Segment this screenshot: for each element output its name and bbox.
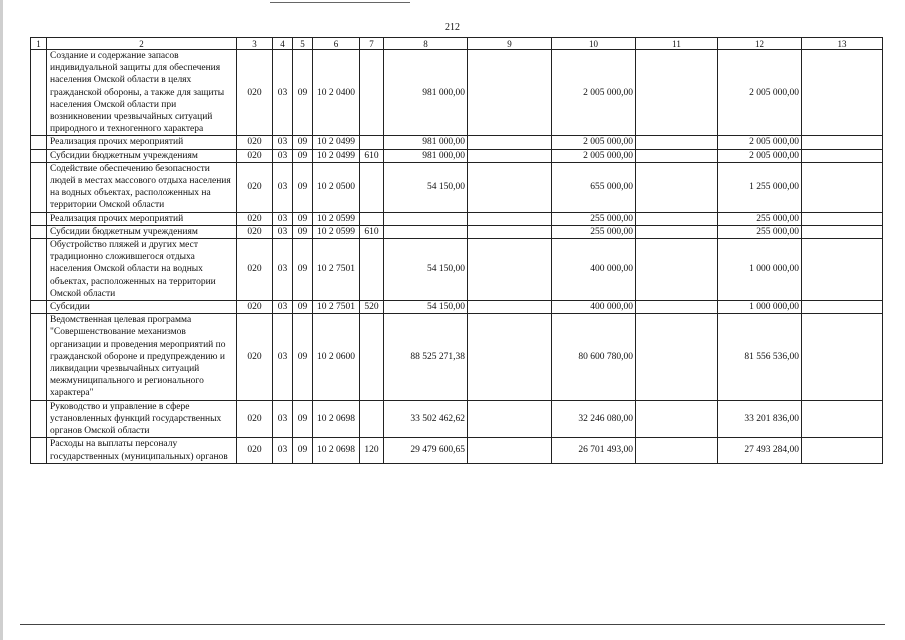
amount-cell: 255 000,00 xyxy=(552,225,636,238)
target-article-cell: 10 2 0599 xyxy=(313,225,360,238)
col-header: 8 xyxy=(384,38,468,50)
section-code-cell: 020 xyxy=(237,162,273,212)
amount-cell: 2 005 000,00 xyxy=(552,136,636,149)
chapter-code-cell: 09 xyxy=(293,50,313,136)
row-number-cell xyxy=(31,239,47,301)
target-article-cell: 10 2 0599 xyxy=(313,212,360,225)
page-number: 212 xyxy=(445,22,460,33)
col-header: 9 xyxy=(468,38,552,50)
amount-cell xyxy=(802,301,883,314)
section-code-cell: 020 xyxy=(237,50,273,136)
amount-cell: 655 000,00 xyxy=(552,162,636,212)
amount-cell: 2 005 000,00 xyxy=(552,50,636,136)
col-header: 3 xyxy=(237,38,273,50)
col-header: 11 xyxy=(636,38,718,50)
target-article-cell: 10 2 0698 xyxy=(313,438,360,463)
item-name-cell: Субсидии xyxy=(47,301,237,314)
target-article-cell: 10 2 0500 xyxy=(313,162,360,212)
target-article-cell: 10 2 0698 xyxy=(313,400,360,438)
item-name-cell: Ведомственная целевая программа "Совершенствование механизмов организации и проведения мероприятий по гражданской обороне и предупреждению и ликвидации чрезвычайных ситуаций межмуниципального и регионального характера" xyxy=(47,314,237,400)
col-header: 7 xyxy=(360,38,384,50)
top-rule xyxy=(270,2,410,3)
amount-cell xyxy=(802,50,883,136)
col-header: 1 xyxy=(31,38,47,50)
target-article-cell: 10 2 0400 xyxy=(313,50,360,136)
table-row xyxy=(31,438,883,463)
amount-cell xyxy=(802,438,883,463)
expense-type-cell: 610 xyxy=(360,149,384,162)
amount-cell xyxy=(802,149,883,162)
bottom-rule xyxy=(20,624,885,625)
subsection-code-cell: 03 xyxy=(273,149,293,162)
col-header: 12 xyxy=(718,38,802,50)
row-number-cell xyxy=(31,438,47,463)
amount-cell: 2 005 000,00 xyxy=(718,136,802,149)
chapter-code-cell: 09 xyxy=(293,314,313,400)
item-name-cell: Субсидии бюджетным учреждениям xyxy=(47,149,237,162)
chapter-code-cell: 09 xyxy=(293,149,313,162)
amount-cell: 54 150,00 xyxy=(384,162,468,212)
row-number-cell xyxy=(31,301,47,314)
section-code-cell: 020 xyxy=(237,225,273,238)
amount-cell xyxy=(802,239,883,301)
amount-cell: 1 000 000,00 xyxy=(718,239,802,301)
amount-cell xyxy=(468,50,552,136)
amount-cell: 981 000,00 xyxy=(384,50,468,136)
target-article-cell: 10 2 7501 xyxy=(313,239,360,301)
amount-cell: 32 246 080,00 xyxy=(552,400,636,438)
subsection-code-cell: 03 xyxy=(273,50,293,136)
amount-cell xyxy=(636,438,718,463)
item-name-cell: Руководство и управление в сфере установленных функций государственных органов Омской области xyxy=(47,400,237,438)
amount-cell xyxy=(468,225,552,238)
target-article-cell: 10 2 0499 xyxy=(313,149,360,162)
amount-cell: 400 000,00 xyxy=(552,301,636,314)
amount-cell xyxy=(468,314,552,400)
amount-cell: 27 493 284,00 xyxy=(718,438,802,463)
table-row xyxy=(31,225,883,238)
amount-cell: 80 600 780,00 xyxy=(552,314,636,400)
amount-cell: 255 000,00 xyxy=(552,212,636,225)
table-row xyxy=(31,136,883,149)
budget-table xyxy=(30,37,883,464)
chapter-code-cell: 09 xyxy=(293,400,313,438)
row-number-cell xyxy=(31,314,47,400)
table-row xyxy=(31,314,883,400)
chapter-code-cell: 09 xyxy=(293,239,313,301)
amount-cell xyxy=(636,314,718,400)
amount-cell xyxy=(636,239,718,301)
row-number-cell xyxy=(31,50,47,136)
table-row xyxy=(31,50,883,136)
amount-cell: 1 255 000,00 xyxy=(718,162,802,212)
row-number-cell xyxy=(31,149,47,162)
expense-type-cell xyxy=(360,50,384,136)
column-number-row xyxy=(31,38,883,50)
item-name-cell: Расходы на выплаты персоналу государственных (муниципальных) органов xyxy=(47,438,237,463)
expense-type-cell xyxy=(360,162,384,212)
item-name-cell: Обустройство пляжей и других мест традиционно сложившегося отдыха населения Омской области на водных объектах, расположенных на территории Омской области xyxy=(47,239,237,301)
target-article-cell: 10 2 7501 xyxy=(313,301,360,314)
amount-cell: 26 701 493,00 xyxy=(552,438,636,463)
expense-type-cell xyxy=(360,314,384,400)
amount-cell xyxy=(636,149,718,162)
target-article-cell: 10 2 0499 xyxy=(313,136,360,149)
expense-type-cell: 610 xyxy=(360,225,384,238)
table-row xyxy=(31,212,883,225)
amount-cell xyxy=(384,212,468,225)
col-header: 10 xyxy=(552,38,636,50)
amount-cell xyxy=(468,239,552,301)
row-number-cell xyxy=(31,162,47,212)
amount-cell: 81 556 536,00 xyxy=(718,314,802,400)
col-header: 4 xyxy=(273,38,293,50)
expense-type-cell xyxy=(360,212,384,225)
amount-cell: 1 000 000,00 xyxy=(718,301,802,314)
subsection-code-cell: 03 xyxy=(273,162,293,212)
amount-cell xyxy=(636,136,718,149)
section-code-cell: 020 xyxy=(237,438,273,463)
target-article-cell: 10 2 0600 xyxy=(313,314,360,400)
amount-cell: 255 000,00 xyxy=(718,225,802,238)
row-number-cell xyxy=(31,136,47,149)
amount-cell: 54 150,00 xyxy=(384,239,468,301)
amount-cell: 88 525 271,38 xyxy=(384,314,468,400)
amount-cell: 33 502 462,62 xyxy=(384,400,468,438)
amount-cell xyxy=(636,400,718,438)
chapter-code-cell: 09 xyxy=(293,212,313,225)
section-code-cell: 020 xyxy=(237,149,273,162)
amount-cell xyxy=(384,225,468,238)
amount-cell xyxy=(468,162,552,212)
amount-cell: 2 005 000,00 xyxy=(552,149,636,162)
col-header: 6 xyxy=(313,38,360,50)
section-code-cell: 020 xyxy=(237,212,273,225)
subsection-code-cell: 03 xyxy=(273,301,293,314)
amount-cell xyxy=(636,162,718,212)
amount-cell: 2 005 000,00 xyxy=(718,149,802,162)
table-row xyxy=(31,239,883,301)
subsection-code-cell: 03 xyxy=(273,225,293,238)
section-code-cell: 020 xyxy=(237,400,273,438)
section-code-cell: 020 xyxy=(237,314,273,400)
col-header: 2 xyxy=(47,38,237,50)
amount-cell xyxy=(802,162,883,212)
amount-cell: 29 479 600,65 xyxy=(384,438,468,463)
subsection-code-cell: 03 xyxy=(273,239,293,301)
subsection-code-cell: 03 xyxy=(273,314,293,400)
subsection-code-cell: 03 xyxy=(273,212,293,225)
subsection-code-cell: 03 xyxy=(273,136,293,149)
amount-cell xyxy=(802,400,883,438)
expense-type-cell: 120 xyxy=(360,438,384,463)
subsection-code-cell: 03 xyxy=(273,400,293,438)
amount-cell xyxy=(468,212,552,225)
amount-cell xyxy=(468,149,552,162)
amount-cell xyxy=(802,314,883,400)
item-name-cell: Содействие обеспечению безопасности людей в местах массового отдыха населения на водных объектах, расположенных на территории Омской области xyxy=(47,162,237,212)
section-code-cell: 020 xyxy=(237,239,273,301)
amount-cell xyxy=(636,212,718,225)
amount-cell: 2 005 000,00 xyxy=(718,50,802,136)
item-name-cell: Реализация прочих мероприятий xyxy=(47,212,237,225)
amount-cell xyxy=(636,225,718,238)
chapter-code-cell: 09 xyxy=(293,301,313,314)
table-row xyxy=(31,162,883,212)
chapter-code-cell: 09 xyxy=(293,438,313,463)
amount-cell xyxy=(468,301,552,314)
col-header: 13 xyxy=(802,38,883,50)
amount-cell: 255 000,00 xyxy=(718,212,802,225)
expense-type-cell: 520 xyxy=(360,301,384,314)
amount-cell xyxy=(636,50,718,136)
section-code-cell: 020 xyxy=(237,136,273,149)
row-number-cell xyxy=(31,212,47,225)
chapter-code-cell: 09 xyxy=(293,162,313,212)
chapter-code-cell: 09 xyxy=(293,136,313,149)
amount-cell xyxy=(802,136,883,149)
table-row xyxy=(31,301,883,314)
row-number-cell xyxy=(31,225,47,238)
amount-cell xyxy=(802,225,883,238)
amount-cell: 981 000,00 xyxy=(384,136,468,149)
amount-cell xyxy=(468,438,552,463)
col-header: 5 xyxy=(293,38,313,50)
amount-cell xyxy=(468,400,552,438)
expense-type-cell xyxy=(360,400,384,438)
amount-cell xyxy=(468,136,552,149)
item-name-cell: Субсидии бюджетным учреждениям xyxy=(47,225,237,238)
expense-type-cell xyxy=(360,239,384,301)
subsection-code-cell: 03 xyxy=(273,438,293,463)
item-name-cell: Реализация прочих мероприятий xyxy=(47,136,237,149)
amount-cell: 54 150,00 xyxy=(384,301,468,314)
table-row xyxy=(31,149,883,162)
table-row xyxy=(31,400,883,438)
chapter-code-cell: 09 xyxy=(293,225,313,238)
amount-cell: 33 201 836,00 xyxy=(718,400,802,438)
amount-cell: 400 000,00 xyxy=(552,239,636,301)
amount-cell xyxy=(636,301,718,314)
scan-edge xyxy=(0,0,3,640)
section-code-cell: 020 xyxy=(237,301,273,314)
row-number-cell xyxy=(31,400,47,438)
expense-type-cell xyxy=(360,136,384,149)
amount-cell xyxy=(802,212,883,225)
item-name-cell: Создание и содержание запасов индивидуальной защиты для обеспечения населения Омской области в целях гражданской обороны, а также для защиты населения Омской области при возникновении чрезвычайных ситуаций природного и техногенного характера xyxy=(47,50,237,136)
amount-cell: 981 000,00 xyxy=(384,149,468,162)
